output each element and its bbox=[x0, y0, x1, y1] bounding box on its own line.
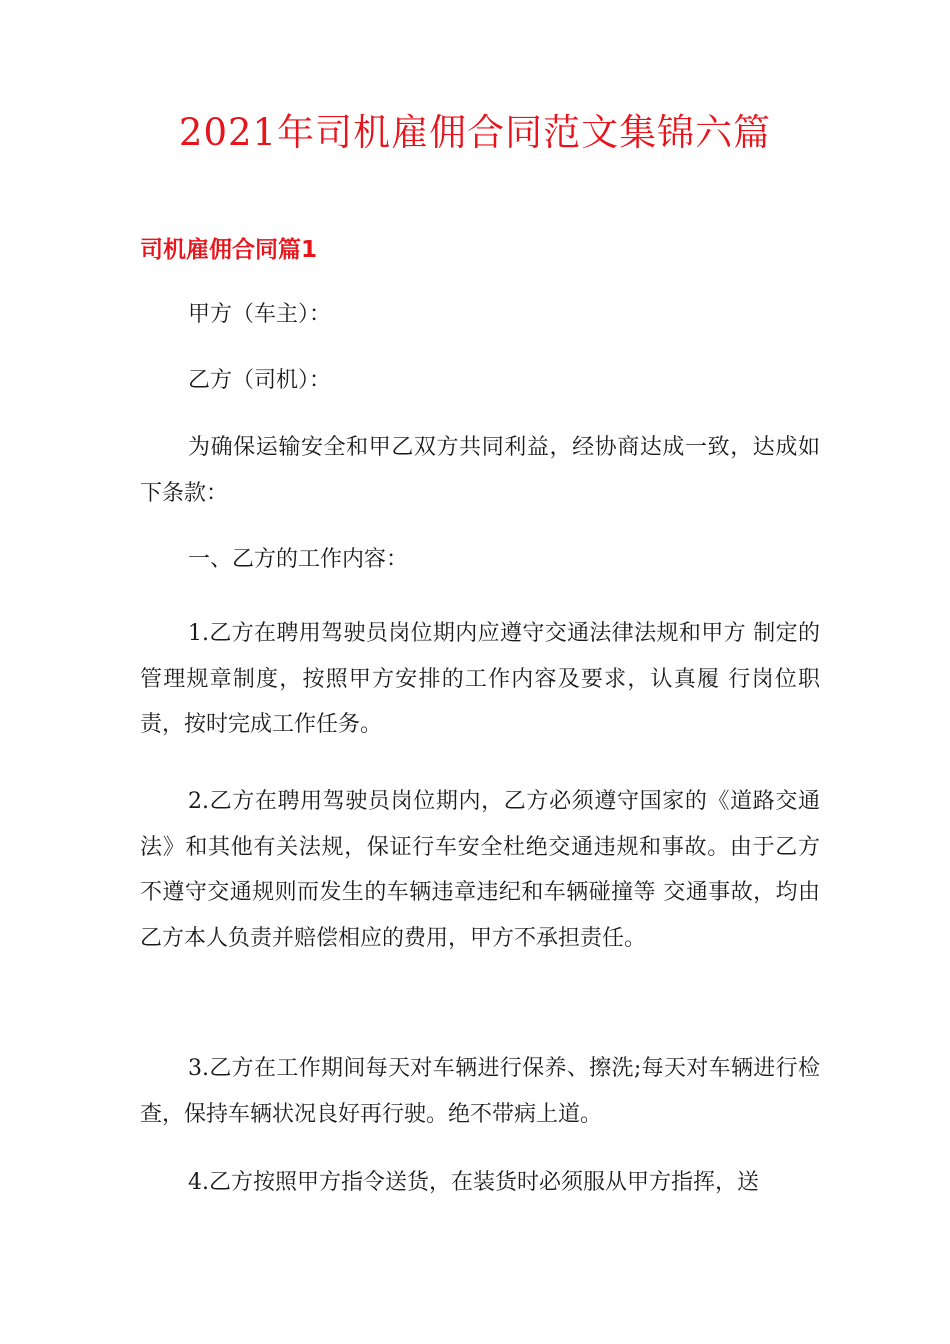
clause-item-2: 2.乙方在聘用驾驶员岗位期内，乙方必须遵守国家的《道路交通法》和其他有关法规，保证行车安全杜绝交通违规和事故。由于乙方不遵守交通规则而发生的车辆违章违纪和车辆碰撞等 交通事故，均由乙方本人负责并赔偿相应的费用，甲方不承担责任。 bbox=[140, 789, 820, 951]
section-1-heading: 一、乙方的工作内容： bbox=[188, 547, 409, 572]
party-a-line: 甲方（车主）： bbox=[188, 302, 332, 327]
intro-paragraph: 为确保运输安全和甲乙双方共同利益，经协商达成一致，达成如下条款： bbox=[140, 435, 820, 506]
clause-item-1: 1.乙方在聘用驾驶员岗位期内应遵守交通法律法规和甲方 制定的管理规章制度，按照甲方安排的工作内容及要求，认真履 行岗位职责，按时完成工作任务。 bbox=[140, 621, 820, 737]
clause-item-3: 3.乙方在工作期间每天对车辆进行保养、擦洗;每天对车辆进行检查，保持车辆状况良好再行驶。绝不带病上道。 bbox=[140, 1056, 820, 1127]
party-b-line: 乙方（司机）： bbox=[188, 368, 332, 393]
document-title: 2021年司机雇佣合同范文集锦六篇 bbox=[178, 111, 772, 154]
section-heading: 司机雇佣合同篇1 bbox=[140, 237, 318, 263]
clause-item-4: 4.乙方按照甲方指令送货，在装货时必须服从甲方指挥，送 bbox=[188, 1170, 759, 1195]
